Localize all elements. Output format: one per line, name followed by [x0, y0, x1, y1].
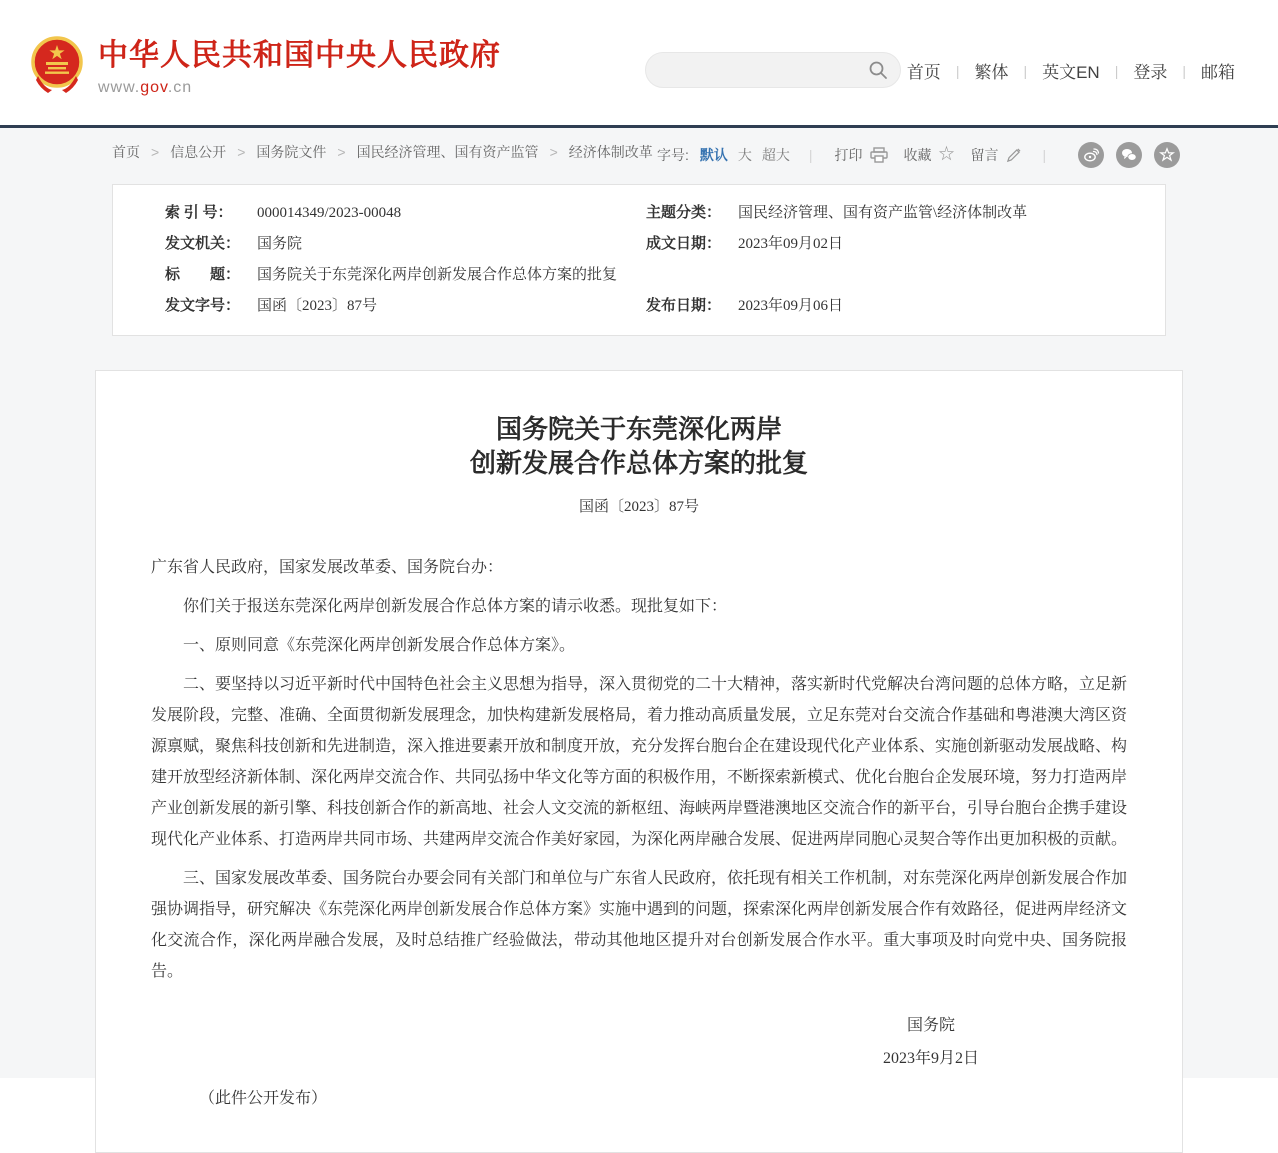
breadcrumb-chevron-icon	[237, 144, 245, 160]
meta-row	[113, 291, 1165, 322]
breadcrumb-chevron-icon	[151, 144, 159, 160]
favorite-button[interactable]	[904, 145, 955, 165]
font-size-xlarge-button[interactable]: 超大	[761, 147, 790, 163]
meta-label: 发布日期：	[646, 298, 722, 314]
breadcrumb-economy-category[interactable]: 国民经济管理、国有资产监管	[356, 144, 539, 160]
meta-field-index-number	[113, 198, 646, 229]
meta-value: 国务院	[257, 236, 303, 252]
meta-field-publish-date	[646, 291, 1165, 322]
document-meta-box	[112, 184, 1166, 336]
weibo-icon[interactable]	[1078, 142, 1104, 168]
doc-paragraph-item-2: 二、要坚持以习近平新时代中国特色社会主义思想为指导，深入贯彻党的二十大精神，落实新时代党解决台湾问题的总体方略，立足新发展阶段，完整、准确、全面贯彻新发展理念，加快构建新发展格局，着力推动高质量发展，立足东莞对台交流合作基础和粤港澳大湾区资源禀赋，聚焦科技创新和先进制造，深入推进要素开放和制度开放，充分发挥台胞台企在建设现代化产业体系、实施创新驱动发展战略、构建开放型经济新体制、深化两岸交流合作、共同弘扬中华文化等方面的积极作用，不断探索新模式、优化台胞台企发展环境，努力打造两岸产业创新发展的新引擎、科技创新合作的新高地、社会人文交流的新枢纽、海峡两岸暨港澳地区交流合作的新平台，引导台胞台企携手建设现代化产业体系、打造两岸共同市场、共建两岸交流合作美好家园，为深化两岸融合发展、促进两岸同胞心灵契合等作出更加积极的贡献。	[151, 676, 1128, 848]
nav-link-traditional[interactable]: 繁体	[974, 63, 1009, 82]
meta-value: 国民经济管理、国有资产监管\经济体制改革	[738, 205, 1028, 221]
favorite-label: 收藏	[903, 147, 932, 163]
search-input[interactable]	[664, 62, 868, 78]
meta-value: 国务院关于东莞深化两岸创新发展合作总体方案的批复	[257, 267, 618, 283]
meta-label: 主题分类：	[646, 205, 722, 221]
doc-paragraph-item-1: 一、原则同意《东莞深化两岸创新发展合作总体方案》。	[183, 637, 576, 654]
doc-paragraph-item-3: 三、国家发展改革委、国务院台办要会同有关部门和单位与广东省人民政府，依托现有相关工作机制，对东莞深化两岸创新发展合作加强协调指导，研究解决《东莞深化两岸创新发展合作总体方案》实施中遇到的问题，探索深化两岸创新发展合作有效路径，促进两岸经济文化交流合作，深化两岸融合发展，及时总结推广经验做法，带动其他地区提升对台创新发展合作水平。重大事项及时向党中央、国务院报告。	[151, 870, 1128, 980]
toolbar-separator	[1043, 147, 1047, 163]
document-box	[95, 370, 1183, 1153]
meta-field-doc-number	[113, 291, 646, 322]
meta-row	[113, 260, 1165, 291]
meta-value: 000014349/2023-00048	[257, 205, 402, 221]
meta-field-issuing-agency	[113, 229, 646, 260]
signature-signer: 国务院	[906, 1017, 955, 1034]
signature-date: 2023年9月2日	[882, 1050, 979, 1067]
wechat-icon[interactable]	[1116, 142, 1142, 168]
font-size-label: 字号:	[657, 147, 689, 163]
print-icon	[870, 147, 888, 163]
breadcrumb-chevron-icon	[550, 144, 558, 160]
site-header	[0, 0, 1278, 125]
font-size-default-button[interactable]: 默认	[699, 147, 728, 163]
print-button[interactable]	[835, 145, 888, 165]
meta-label: 发文机关：	[165, 236, 241, 252]
search-icon[interactable]	[868, 60, 888, 80]
site-url-gov: gov	[140, 79, 168, 96]
meta-field-topic-category	[646, 198, 1165, 229]
public-release-note: （此件公开发布）	[199, 1090, 328, 1107]
nav-link-login[interactable]: 登录	[1133, 63, 1168, 82]
share-buttons	[1078, 142, 1192, 168]
site-url-cn: .cn	[167, 79, 193, 96]
meta-label: 索 引 号：	[165, 205, 233, 221]
document-number: 国函〔2023〕87号	[578, 499, 699, 515]
breadcrumb-state-council-docs[interactable]: 国务院文件	[256, 144, 327, 160]
meta-label: 成文日期：	[646, 236, 722, 252]
main-content-area	[0, 128, 1278, 1107]
qzone-icon[interactable]	[1154, 142, 1180, 168]
document-title-line2: 创新发展合作总体方案的批复	[469, 449, 808, 478]
nav-link-english[interactable]: 英文EN	[1042, 63, 1100, 82]
meta-value: 国函〔2023〕87号	[257, 298, 378, 314]
breadcrumb-current-category: 经济体制改革	[568, 144, 653, 160]
nav-link-home[interactable]: 首页	[906, 63, 941, 82]
document-title-line1: 国务院关于东莞深化两岸	[495, 415, 782, 444]
doc-paragraph-intro: 你们关于报送东莞深化两岸创新发展合作总体方案的请示收悉。现批复如下：	[183, 598, 728, 615]
top-nav	[892, 58, 1250, 83]
comment-button[interactable]	[971, 145, 1021, 165]
meta-label: 标 题：	[165, 267, 241, 283]
star-icon: ☆	[938, 146, 955, 163]
pencil-icon	[1006, 148, 1021, 163]
meta-field-title	[113, 260, 646, 291]
toolbar-separator	[809, 147, 813, 163]
meta-row	[113, 229, 1165, 260]
font-size-large-button[interactable]: 大	[737, 147, 752, 163]
document-content	[151, 552, 1127, 1114]
meta-row	[113, 198, 1165, 229]
breadcrumb-info-disclosure[interactable]: 信息公开	[170, 144, 227, 160]
site-url-www: www.	[98, 79, 141, 96]
print-label: 打印	[834, 147, 863, 163]
nav-link-mail[interactable]: 邮箱	[1201, 63, 1235, 82]
site-url	[98, 79, 501, 97]
logo-text	[98, 36, 501, 97]
page-toolbar	[657, 142, 1192, 168]
breadcrumb-bar	[0, 128, 1278, 170]
meta-field-written-date	[646, 229, 1165, 260]
document-title	[151, 413, 1127, 481]
meta-value: 2023年09月02日	[738, 236, 844, 252]
national-emblem-icon	[30, 36, 84, 94]
comment-label: 留言	[970, 147, 999, 163]
breadcrumb-chevron-icon	[337, 144, 345, 160]
site-title: 中华人民共和国中央人民政府	[98, 39, 501, 72]
doc-paragraph-salutation: 广东省人民政府，国家发展改革委、国务院台办：	[151, 559, 504, 576]
meta-value: 2023年09月06日	[738, 298, 844, 314]
signature-block	[151, 1009, 1127, 1075]
search-box[interactable]	[645, 52, 901, 88]
meta-field-empty	[646, 260, 1165, 291]
breadcrumb-home[interactable]: 首页	[112, 144, 140, 160]
site-logo[interactable]	[30, 36, 501, 97]
meta-label: 发文字号：	[165, 298, 241, 314]
